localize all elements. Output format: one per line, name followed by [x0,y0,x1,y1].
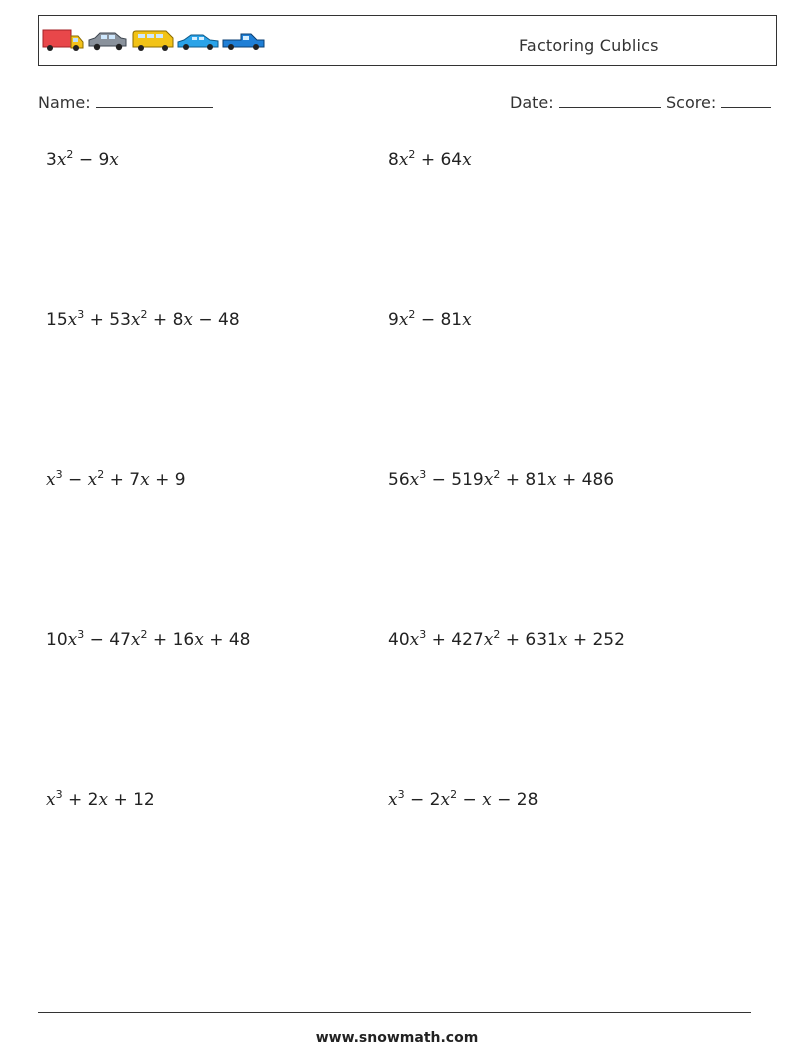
exponent: 2 [493,628,501,641]
variable: x [388,790,398,810]
variable: x [409,470,420,490]
score-field[interactable] [666,93,771,112]
name-blank[interactable] [96,93,213,108]
variable: x [46,470,56,490]
exponent: 2 [493,468,501,481]
exponent: 2 [66,148,74,161]
variable: x [462,150,472,170]
variable: x [140,470,150,490]
vehicle-icons [42,26,282,54]
variable: x [194,630,204,650]
problem-expression: $15x^3 + 53x^2 + 8x - 48$ [46,308,240,330]
name-field[interactable] [38,93,213,112]
exponent: 3 [397,788,405,801]
date-blank[interactable] [559,93,661,108]
exponent: 2 [140,308,148,321]
exponent: 2 [408,308,416,321]
name-label: Name: [38,93,91,112]
problem-expression: $x^3 - x^2 + 7x + 9$ [46,468,186,490]
variable: x [398,150,409,170]
variable: x [557,630,568,650]
blue-sedan-icon [178,35,218,50]
exponent: 2 [450,788,458,801]
variable: x [483,470,494,490]
variable: x [46,790,56,810]
variable: x [440,790,451,810]
variable: x [462,310,472,330]
variable: x [87,470,98,490]
variable: x [56,150,67,170]
worksheet-header [38,15,777,66]
date-label: Date: [510,93,554,112]
worksheet-title: Factoring Cublics [519,36,659,55]
problem-expression: $8x^2 + 64x$ [388,148,472,170]
exponent: 2 [140,628,148,641]
exponent: 3 [419,628,427,641]
exponent: 3 [55,788,63,801]
footer-url: www.snowmath.com [315,1030,479,1046]
variable: x [183,310,193,330]
problem-expression: $3x^2 - 9x$ [46,148,119,170]
score-label: Score: [666,93,717,112]
exponent: 3 [419,468,427,481]
problem-expression: $x^3 + 2x + 12$ [46,788,155,810]
variable: x [483,630,494,650]
exponent: 3 [55,468,63,481]
variable: x [398,310,409,330]
variable: x [98,790,109,810]
exponent: 3 [77,308,85,321]
gray-suv-icon [89,33,126,50]
problem-expression: $10x^3 - 47x^2 + 16x + 48$ [46,628,251,650]
problem-expression: $56x^3 - 519x^2 + 81x + 486$ [388,468,615,490]
variable: x [67,630,78,650]
variable: x [130,630,141,650]
blue-pickup-truck-icon [223,34,264,50]
exponent: 2 [408,148,416,161]
exponent: 3 [77,628,85,641]
variable: x [130,310,141,330]
exponent: 2 [97,468,105,481]
score-blank[interactable] [721,93,771,108]
problem-expression: $x^3 - 2x^2 - x - 28$ [388,788,539,810]
yellow-van-icon [133,31,173,51]
problem-expression: $40x^3 + 427x^2 + 631x + 252$ [388,628,625,650]
date-field[interactable] [510,93,661,112]
footer-divider [38,1012,751,1013]
variable: x [109,150,119,170]
variable: x [67,310,78,330]
problem-expression: $9x^2 - 81x$ [388,308,472,330]
variable: x [482,790,492,810]
variable: x [547,470,557,490]
variable: x [409,630,420,650]
red-box-truck-icon [43,30,83,51]
